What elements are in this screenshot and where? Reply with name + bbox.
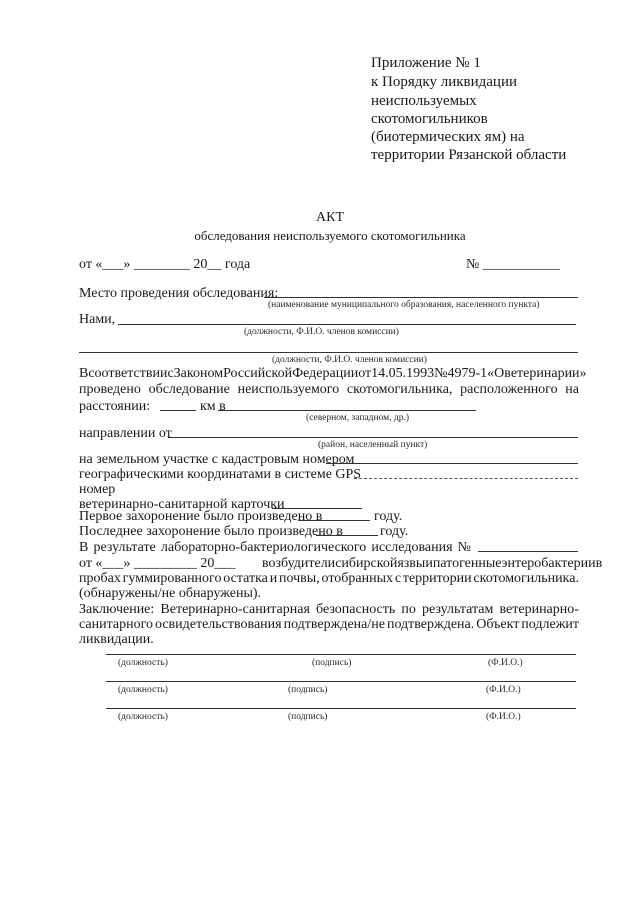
commission-field-line-2 (79, 352, 578, 353)
signature-name-1: (Ф.И.О.) (488, 658, 523, 668)
lab-line-3: пробах гуммированного остатка и почвы, отобранных с территории скотомогильника. (79, 571, 579, 586)
gps-field-line (354, 478, 578, 479)
commission-caption-2: (должности, Ф.И.О. членов комиссии) (272, 355, 427, 365)
lab-date: от «___» _________ 20___ (79, 556, 236, 571)
card-label: ветеринарно-санитарной карточки (79, 497, 285, 512)
header-line-2: к Порядку ликвидации (371, 74, 518, 90)
law-line-2: проведено обследование неиспользуемого скотомогильника, расположенного на (79, 382, 579, 397)
distance-label: расстоянии: (79, 399, 151, 414)
law-line-1: В соответствии с Законом Российской Федерации от 14.05.1993 № 4979-1 «О ветеринарии» (79, 366, 587, 381)
header-line-6: территории Рязанской области (371, 147, 567, 163)
commission-field-line-1 (118, 324, 576, 325)
last-burial-year: году. (380, 524, 409, 539)
lab-line-2: возбудители сибирской язвы и патогенные энтеробактерии в (262, 556, 603, 571)
lab-number-field-line (478, 551, 578, 552)
place-caption: (наименование муниципального образования, населенного пункта) (268, 300, 540, 310)
lab-line-4: (обнаружены/не обнаружены). (79, 586, 262, 601)
district-field-line (168, 437, 578, 438)
place-field-line (264, 297, 578, 298)
first-burial-label: Первое захоронение было произведено в (79, 509, 323, 524)
conclusion-line-3: ликвидации. (79, 632, 154, 647)
conclusion-line-1: Заключение: Ветеринарно-санитарная безопасность по результатам ветеринарно- (79, 602, 579, 617)
signature-name-2: (Ф.И.О.) (486, 685, 521, 695)
last-burial-label: Последнее захоронение было произведено в (79, 524, 343, 539)
signature-position-2: (должность) (118, 685, 168, 695)
first-burial-field-line (298, 520, 370, 521)
direction-from-label: направлении от (79, 426, 172, 441)
act-date: от «___» ________ 20__ года (79, 257, 251, 272)
signature-line-1 (106, 654, 576, 655)
signature-position-3: (должность) (118, 712, 168, 722)
signature-line-3 (106, 708, 576, 709)
signature-name-3: (Ф.И.О.) (486, 712, 521, 722)
cadastral-field-line (326, 463, 578, 464)
header-line-3: неиспользуемых (371, 93, 477, 109)
number-label: номер (79, 482, 116, 497)
signature-line-2 (106, 681, 576, 682)
commission-caption-1: (должности, Ф.И.О. членов комиссии) (244, 327, 399, 337)
lab-line-1: В результате лабораторно-бактериологического исследования № (79, 540, 471, 555)
km-label: км в (200, 399, 226, 414)
place-label: Место проведения обследования: (79, 286, 279, 301)
gps-label: географическими координатами в системе GPS (79, 467, 362, 482)
document-title: АКТ (316, 210, 344, 225)
distance-field-line (160, 410, 196, 411)
signature-position-1: (должность) (118, 658, 168, 668)
signature-sign-1: (подпись) (312, 658, 352, 668)
signature-sign-2: (подпись) (288, 685, 328, 695)
direction-caption: (северном, западном, др.) (306, 413, 410, 423)
district-caption: (район, населенный пункт) (318, 440, 428, 450)
cadastral-label: на земельном участке с кадастровым номером (79, 452, 355, 467)
act-number: № ___________ (466, 257, 560, 272)
direction-field-line (218, 410, 476, 411)
document-subtitle: обследования неиспользуемого скотомогильника (194, 228, 466, 243)
last-burial-field-line (316, 535, 378, 536)
header-line-5: (биотермических ям) на (371, 129, 525, 145)
signature-sign-3: (подпись) (288, 712, 328, 722)
first-burial-year: году. (374, 509, 403, 524)
commission-label: Нами, (79, 312, 116, 327)
header-line-1: Приложение № 1 (371, 55, 481, 71)
header-line-4: скотомогильников (371, 111, 488, 127)
conclusion-line-2: санитарного освидетельствования подтверждена/не подтверждена. Объект подлежит (79, 617, 579, 632)
